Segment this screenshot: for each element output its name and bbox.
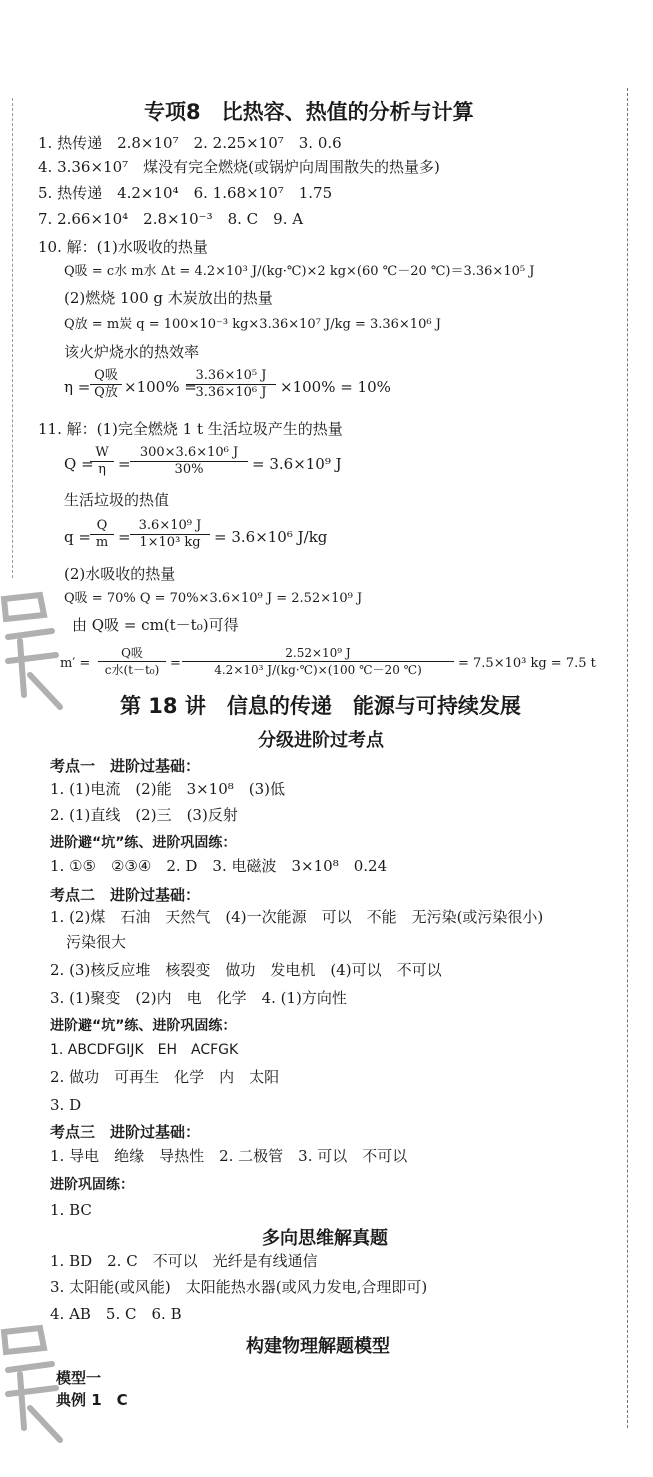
left-dashed-binding-line — [12, 98, 13, 578]
answer-line: 1. ABCDFGIJK EH ACFGK — [50, 1042, 239, 1058]
frac-den: c水(t－t₀) — [104, 663, 160, 677]
eq-m-rhs: = 7.5×10³ kg = 7.5 t — [458, 656, 596, 671]
answer-line: 7. 2.66×10⁴ 2.8×10⁻³ 8. C 9. A — [38, 210, 304, 228]
answer-line: 1. (2)煤 石油 天然气 (4)一次能源 可以 不能 无污染(或污染很小) — [50, 908, 544, 926]
lecture-subtitle: 分级进阶过考点 — [258, 730, 384, 751]
frac-den: Q放 — [94, 385, 118, 400]
lecture-title: 第 18 讲 信息的传递 能源与可持续发展 — [120, 694, 521, 718]
frac-num: 3.36×10⁵ J — [186, 368, 276, 385]
eq-Q-frac1 — [90, 445, 114, 478]
section-title: 专项8 比热容、热值的分析与计算 — [144, 100, 474, 124]
frac-den: 4.2×10³ J/(kg·℃)×(100 ℃－20 ℃) — [214, 663, 422, 677]
equation-line: Q吸 = c水 m水 Δt = 4.2×10³ J/(kg·℃)×2 kg×(60 ℃－20 ℃)＝3.36×10⁵ J — [64, 264, 535, 279]
eq-q-lhs: q = — [64, 528, 91, 546]
answer-line: 11. 解：(1)完全燃烧 1 t 生活垃圾产生的热量 — [38, 420, 343, 438]
model-section-title: 构建物理解题模型 — [246, 1336, 390, 1357]
eq-eta-rhs: ×100% = 10% — [280, 378, 391, 396]
right-dashed-binding-line — [627, 88, 628, 1428]
kaodian-2-practice-heading: 进阶避“坑”练、进阶巩固练： — [50, 1018, 237, 1034]
equation-line: Q放 = m炭 q = 100×10⁻³ kg×3.36×10⁷ J/kg = 3.36×10⁶ J — [64, 317, 441, 332]
watermark-stamp — [0, 585, 80, 719]
eq-m-frac1 — [98, 645, 166, 678]
frac-num: W — [90, 445, 114, 462]
answer-line: 1. BD 2. C 不可以 光纤是有线通信 — [50, 1252, 318, 1270]
frac-num: 2.52×10⁹ J — [182, 645, 454, 662]
model-heading: 模型一 — [56, 1369, 102, 1387]
kaodian-2-heading: 考点二 进阶过基础： — [50, 886, 201, 904]
equation-line: Q吸 = 70% Q = 70%×3.6×10⁹ J = 2.52×10⁹ J — [64, 591, 363, 606]
eq-Q-rhs: = 3.6×10⁹ J — [252, 455, 342, 473]
answer-line: 5. 热传递 4.2×10⁴ 6. 1.68×10⁷ 1.75 — [38, 184, 333, 202]
answer-line: 2. (1)直线 (2)三 (3)反射 — [50, 806, 238, 824]
kaodian-1-heading: 考点一 进阶过基础： — [50, 757, 201, 775]
eq-m-frac2 — [182, 645, 454, 678]
kaodian-3-heading: 考点三 进阶过基础： — [50, 1123, 201, 1141]
answer-line: 污染很大 — [66, 933, 127, 951]
answer-line: 1. ①⑤ ②③④ 2. D 3. 电磁波 3×10⁸ 0.24 — [50, 857, 388, 875]
eq-eta-lhs: η = — [64, 378, 91, 396]
frac-den: m — [95, 535, 109, 550]
answer-line: 生活垃圾的热值 — [64, 491, 170, 509]
eq-q-frac2 — [130, 518, 210, 551]
answer-line: 1. 导电 绝缘 导热性 2. 二极管 3. 可以 不可以 — [50, 1147, 408, 1165]
kaodian-3-practice-heading: 进阶巩固练： — [50, 1177, 134, 1193]
frac-num: 300×3.6×10⁶ J — [130, 445, 248, 462]
frac-den: η — [98, 462, 106, 477]
answer-line: 1. (1)电流 (2)能 3×10⁸ (3)低 — [50, 780, 286, 798]
eq-m-lhs: m′ = — [60, 656, 91, 671]
eq-Q-frac2 — [130, 445, 248, 478]
eq-eta-mid: ×100% = — [124, 378, 197, 396]
eq-Q-lhs: Q = — [64, 455, 94, 473]
answer-line: 1. BC — [50, 1201, 92, 1219]
eq-Q-mid: = — [118, 455, 131, 473]
answer-line: 1. 热传递 2.8×10⁷ 2. 2.25×10⁷ 3. 0.6 — [38, 134, 342, 152]
answer-line: 4. 3.36×10⁷ 煤没有完全燃烧(或锅炉向周围散失的热量多) — [38, 158, 440, 176]
answer-line: 2. (3)核反应堆 核裂变 做功 发电机 (4)可以 不可以 — [50, 961, 442, 979]
eq-q-frac1 — [90, 518, 114, 551]
answer-line: 3. (1)聚变 (2)内 电 化学 4. (1)方向性 — [50, 989, 347, 1007]
frac-den: 1×10³ kg — [139, 535, 201, 550]
answer-line: 该火炉烧水的热效率 — [64, 343, 200, 361]
watermark-stamp — [0, 1318, 80, 1452]
eq-q-mid: = — [118, 528, 131, 546]
answer-line: (2)水吸收的热量 — [64, 565, 176, 583]
frac-num: 3.6×10⁹ J — [130, 518, 210, 535]
answer-line: 4. AB 5. C 6. B — [50, 1305, 182, 1323]
frac-den: 30% — [174, 462, 204, 477]
answer-line: (2)燃烧 100 g 木炭放出的热量 — [64, 289, 273, 307]
answer-line: 由 Q吸 = cm(t－t₀)可得 — [72, 616, 239, 634]
answer-line: 3. D — [50, 1096, 82, 1114]
eq-eta-frac1 — [90, 368, 122, 401]
frac-den: 3.36×10⁶ J — [195, 385, 267, 400]
eq-m-mid: = — [170, 656, 181, 671]
example-line: 典例 1 C — [56, 1391, 128, 1409]
frac-num: Q吸 — [90, 368, 122, 385]
answer-line: 3. 太阳能(或风能) 太阳能热水器(或风力发电,合理即可) — [50, 1278, 428, 1296]
eq-eta-frac2 — [186, 368, 276, 401]
frac-num: Q吸 — [98, 645, 166, 662]
answer-line: 2. 做功 可再生 化学 内 太阳 — [50, 1068, 280, 1086]
kaodian-1-practice-heading: 进阶避“坑”练、进阶巩固练： — [50, 835, 237, 851]
frac-num: Q — [90, 518, 114, 535]
multi-thinking-title: 多向思维解真题 — [262, 1228, 388, 1249]
answer-line: 10. 解：(1)水吸收的热量 — [38, 238, 208, 256]
eq-q-rhs: = 3.6×10⁶ J/kg — [214, 528, 328, 546]
